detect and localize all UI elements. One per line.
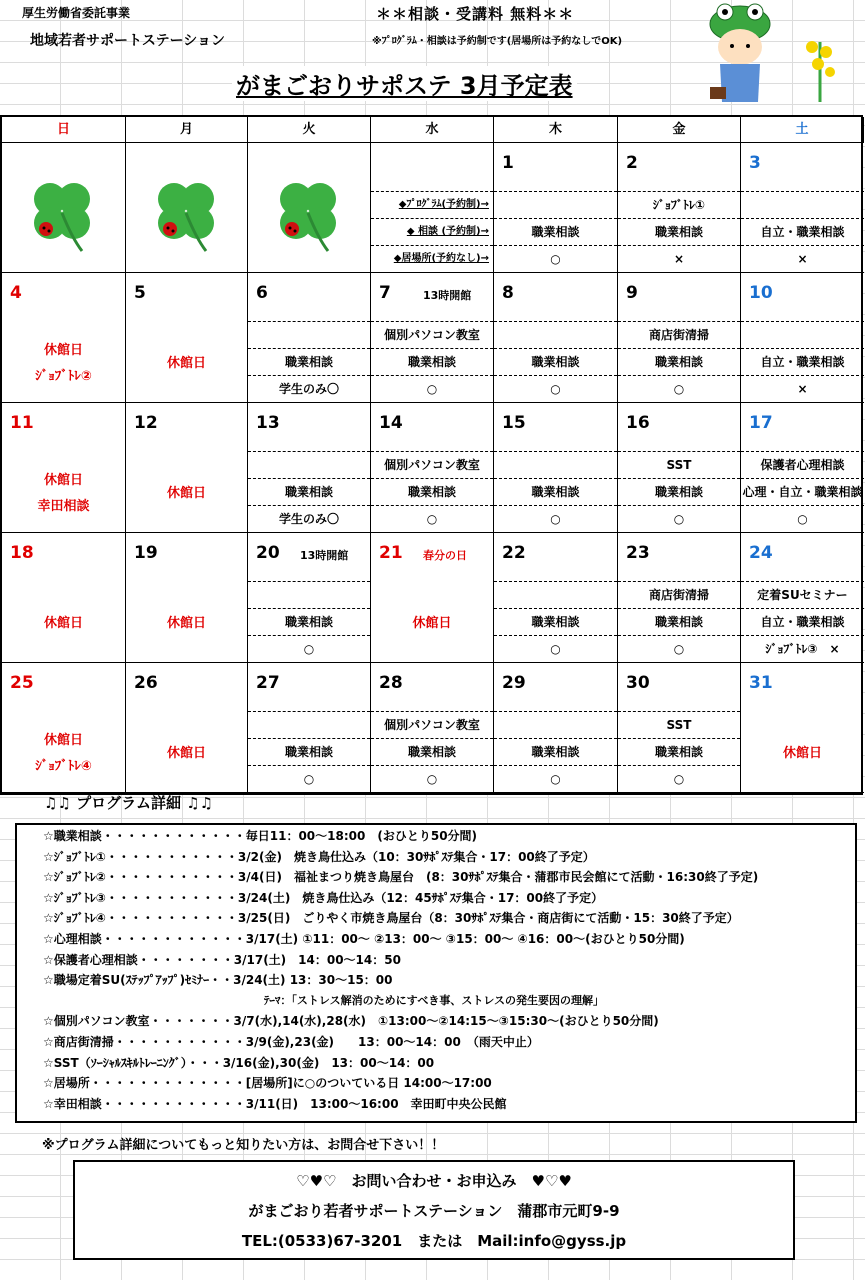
day-number: 18 xyxy=(10,543,34,563)
closed-info xyxy=(126,455,247,532)
consult-slot: 職業相談 xyxy=(618,218,740,245)
day-number: 1 xyxy=(502,153,514,173)
day-number: 9 xyxy=(626,283,638,303)
clover-icon xyxy=(146,173,226,257)
day-number: 13 xyxy=(256,413,280,433)
clover-icon xyxy=(22,173,102,257)
day-slots xyxy=(371,451,493,532)
day-cell[interactable] xyxy=(494,533,618,663)
closed-info xyxy=(2,715,125,792)
weekday-header: 火 xyxy=(248,117,371,143)
weekday-header: 土 xyxy=(741,117,864,143)
ibasho-slot: ○ xyxy=(618,375,740,402)
weekday-header: 月 xyxy=(126,117,248,143)
ibasho-slot: ○ xyxy=(371,765,493,792)
consult-slot: 職業相談 xyxy=(618,478,740,505)
consult-slot: 自立・職業相談 xyxy=(741,218,864,245)
weekday-header: 水 xyxy=(371,117,494,143)
consult-slot: 自立・職業相談 xyxy=(741,608,864,635)
detail-line: ☆ｼﾞｮﾌﾞﾄﾚ①・・・・・・・・・・・3/2(金) 焼き鳥仕込み（10：30ｻﾎﾟｽﾃ集合・17：00終了予定） xyxy=(43,849,595,864)
closed-line: 休館日 xyxy=(166,485,206,501)
day-number: 23 xyxy=(626,543,650,563)
consult-slot: 職業相談 xyxy=(248,738,370,765)
clover-icon xyxy=(268,173,348,257)
ibasho-slot: × xyxy=(741,375,864,402)
day-cell[interactable] xyxy=(126,273,248,403)
detail-line: ☆ｼﾞｮﾌﾞﾄﾚ④・・・・・・・・・・・3/25(日) ごりやく市焼き鳥屋台（8：30ｻﾎﾟｽﾃ集合・商店街にて活動・15：30終了予定） xyxy=(43,911,739,926)
consult-slot: 自立・職業相談 xyxy=(741,348,864,375)
ibasho-slot: ○ xyxy=(494,505,617,532)
consult-slot: 職業相談 xyxy=(248,348,370,375)
day-cell[interactable] xyxy=(371,533,494,663)
weekday-header: 日 xyxy=(2,117,126,143)
closed-line: 休館日 xyxy=(43,615,83,631)
day-cell[interactable] xyxy=(494,273,618,403)
ibasho-slot: ○ xyxy=(494,375,617,402)
page-title: がまごおりサポステ 3月予定表 xyxy=(232,66,577,101)
closed-info xyxy=(2,325,125,402)
inquiry-note: ※プログラム詳細についてもっと知りたい方は、お問合せ下さい！！ xyxy=(42,1138,445,1153)
detail-line: ☆商店街清掃・・・・・・・・・・・3/9(金),23(金) 13：00～14：00 （雨天中止） xyxy=(43,1034,539,1049)
day-cell[interactable] xyxy=(371,663,494,793)
reserve-note: ※ﾌﾟﾛｸﾞﾗﾑ・相談は予約制です(居場所は予約なしでOK) xyxy=(372,36,623,47)
consult-slot: 職業相談 xyxy=(494,608,617,635)
day-number: 16 xyxy=(626,413,650,433)
day-number: 2 xyxy=(626,153,638,173)
consult-slot: 職業相談 xyxy=(371,738,493,765)
day-slots xyxy=(248,581,370,662)
day-number: 8 xyxy=(502,283,514,303)
day-number: 28 xyxy=(379,673,403,693)
day-cell[interactable] xyxy=(2,273,126,403)
day-cell[interactable] xyxy=(741,403,864,533)
ibasho-slot: ○ xyxy=(371,505,493,532)
closed-info xyxy=(2,455,125,532)
consult-slot: 職業相談 xyxy=(248,608,370,635)
ibasho-slot: ○ xyxy=(618,505,740,532)
day-number: 15 xyxy=(502,413,526,433)
contact-title: ♡♥♡ お問い合わせ・お申込み ♥♡♥ xyxy=(296,1172,572,1190)
ibasho-slot: ○ xyxy=(618,765,740,792)
program-slot: 個別パソコン教室 xyxy=(371,451,493,478)
detail-line: ﾃｰﾏ：「ストレス解消のためにすべき事、ストレスの発生要因の理解」 xyxy=(263,993,605,1007)
day-cell[interactable] xyxy=(126,403,248,533)
closed-line: ｼﾞｮﾌﾞﾄﾚ② xyxy=(35,368,92,384)
program-slot xyxy=(248,711,370,738)
closed-line: 休館日 xyxy=(43,732,83,748)
closed-info xyxy=(126,325,247,402)
consult-slot: 職業相談 xyxy=(248,478,370,505)
program-slot: SST xyxy=(618,711,740,738)
consult-slot: 職業相談 xyxy=(494,218,617,245)
legend-label: ◆ 相談 (予約制)→ xyxy=(371,218,493,245)
day-slots xyxy=(618,451,740,532)
day-number: 11 xyxy=(10,413,34,433)
day-number: 12 xyxy=(134,413,158,433)
day-number: 10 xyxy=(749,283,773,303)
day-number: 30 xyxy=(626,673,650,693)
program-details-box xyxy=(15,823,857,1123)
ibasho-slot: 学生のみ〇 xyxy=(248,505,370,532)
weekday-header: 金 xyxy=(618,117,741,143)
program-slot: 個別パソコン教室 xyxy=(371,321,493,348)
program-slot: SST xyxy=(618,451,740,478)
detail-line: ☆SST（ｿｰｼｬﾙｽｷﾙﾄﾚｰﾆﾝｸﾞ）・・・3/16(金),30(金) 13：00～14：00 xyxy=(43,1055,435,1070)
day-cell[interactable] xyxy=(2,533,126,663)
day-number: 14 xyxy=(379,413,403,433)
ibasho-slot: ｼﾞｮﾌﾞﾄﾚ③ × xyxy=(741,635,864,662)
detail-line: ☆幸田相談・・・・・・・・・・・・3/11(日) 13:00～16:00 幸田町中央公民館 xyxy=(43,1096,507,1111)
ibasho-slot: ○ xyxy=(741,505,864,532)
day-cell[interactable] xyxy=(248,403,371,533)
closed-line: 休館日 xyxy=(166,355,206,371)
day-number: 21 xyxy=(379,543,403,563)
detail-line: ☆居場所・・・・・・・・・・・・・[居場所]に○のついている日 14:00～17:00 xyxy=(43,1076,492,1091)
program-details-heading: ♫♫ プログラム詳細 ♫♫ xyxy=(44,794,214,812)
day-cell[interactable] xyxy=(126,143,248,273)
day-note: 春分の日 xyxy=(423,549,467,562)
day-cell[interactable] xyxy=(741,273,864,403)
day-cell[interactable] xyxy=(618,273,741,403)
day-number: 29 xyxy=(502,673,526,693)
day-slots xyxy=(248,451,370,532)
day-cell[interactable] xyxy=(494,143,618,273)
closed-info xyxy=(2,585,125,662)
ibasho-slot: 学生のみ〇 xyxy=(248,375,370,402)
program-slot xyxy=(741,321,864,348)
day-number: 26 xyxy=(134,673,158,693)
contact-address: がまごおり若者サポートステーション 蒲郡市元町9-9 xyxy=(248,1202,620,1220)
day-cell[interactable] xyxy=(2,663,126,793)
closed-line: 休館日 xyxy=(43,472,83,488)
day-slots xyxy=(618,321,740,402)
day-slots xyxy=(741,321,864,402)
day-cell[interactable] xyxy=(741,663,864,793)
program-slot xyxy=(494,191,617,218)
day-cell[interactable] xyxy=(618,533,741,663)
day-slots xyxy=(494,451,617,532)
program-slot: ｼﾞｮﾌﾞﾄﾚ① xyxy=(618,191,740,218)
day-slots xyxy=(618,191,740,272)
program-slot xyxy=(248,321,370,348)
day-cell[interactable] xyxy=(371,273,494,403)
closed-line: 幸田相談 xyxy=(37,498,90,514)
day-cell[interactable] xyxy=(741,533,864,663)
day-cell[interactable] xyxy=(618,143,741,273)
day-cell[interactable] xyxy=(371,403,494,533)
day-number: 25 xyxy=(10,673,34,693)
day-note: 13時開館 xyxy=(423,289,472,302)
closed-line: 休館日 xyxy=(782,745,822,761)
contact-tel-mail[interactable]: TEL:(0533)67-3201 または Mail:info@gyss.jp xyxy=(241,1232,627,1250)
contact-box xyxy=(73,1160,795,1260)
day-number: 7 xyxy=(379,283,391,303)
detail-line: ☆職場定着SU(ｽﾃｯﾌﾟｱｯﾌﾟ)ｾﾐﾅｰ・・3/24(土) 13：30～15：00 xyxy=(43,973,393,988)
day-slots xyxy=(371,321,493,402)
program-slot: 定着SUセミナー xyxy=(741,581,864,608)
ibasho-slot: ○ xyxy=(371,375,493,402)
day-slots xyxy=(618,581,740,662)
consult-slot: 職業相談 xyxy=(494,738,617,765)
day-slots xyxy=(248,321,370,402)
day-cell[interactable] xyxy=(248,533,371,663)
ibasho-slot: × xyxy=(741,245,864,272)
day-cell[interactable] xyxy=(248,663,371,793)
program-slot: 商店街清掃 xyxy=(618,581,740,608)
sponsor-label: 厚生労働省委託事業 xyxy=(22,6,131,20)
slot-legend xyxy=(371,191,493,272)
mascot-illustration xyxy=(700,2,865,112)
closed-info xyxy=(371,585,493,662)
closed-info xyxy=(126,715,247,792)
ibasho-slot: ○ xyxy=(494,245,617,272)
day-slots xyxy=(741,451,864,532)
program-slot xyxy=(494,711,617,738)
program-slot xyxy=(494,321,617,348)
day-cell[interactable] xyxy=(248,143,371,273)
program-slot xyxy=(248,581,370,608)
day-slots xyxy=(494,581,617,662)
day-number: 17 xyxy=(749,413,773,433)
consult-slot: 職業相談 xyxy=(618,608,740,635)
ibasho-slot: ○ xyxy=(494,765,617,792)
program-slot: 保護者心理相談 xyxy=(741,451,864,478)
consult-slot: 職業相談 xyxy=(494,478,617,505)
day-cell[interactable] xyxy=(618,403,741,533)
day-slots xyxy=(618,711,740,792)
detail-line: ☆ｼﾞｮﾌﾞﾄﾚ②・・・・・・・・・・・3/4(日) 福祉まつり焼き鳥屋台 (8：30ｻﾎﾟｽﾃ集合・蒲郡市民会館にて活動・16:30終了予定) xyxy=(43,870,759,885)
day-number: 20 xyxy=(256,543,280,563)
calendar-grid xyxy=(0,115,863,795)
ibasho-slot: ○ xyxy=(618,635,740,662)
day-slots xyxy=(494,711,617,792)
legend-label: ◆ﾌﾟﾛｸﾞﾗﾑ(予約制)→ xyxy=(371,191,493,218)
consult-slot: 職業相談 xyxy=(494,348,617,375)
free-label: ＊＊相談・受講料 無料＊＊ xyxy=(376,5,575,23)
day-slots xyxy=(248,711,370,792)
day-number: 24 xyxy=(749,543,773,563)
day-slots xyxy=(494,321,617,402)
closed-line: 休館日 xyxy=(166,745,206,761)
program-slot: 個別パソコン教室 xyxy=(371,711,493,738)
consult-slot: 職業相談 xyxy=(618,738,740,765)
closed-line: 休館日 xyxy=(412,615,452,631)
ibasho-slot: ○ xyxy=(248,765,370,792)
consult-slot: 心理・自立・職業相談 xyxy=(741,478,864,505)
day-number: 5 xyxy=(134,283,146,303)
day-slots xyxy=(741,191,864,272)
ibasho-slot: ○ xyxy=(248,635,370,662)
closed-info xyxy=(126,585,247,662)
day-number: 31 xyxy=(749,673,773,693)
closed-line: ｼﾞｮﾌﾞﾄﾚ④ xyxy=(35,758,92,774)
day-slots xyxy=(741,581,864,662)
program-slot xyxy=(494,451,617,478)
detail-line: ☆ｼﾞｮﾌﾞﾄﾚ③・・・・・・・・・・・3/24(土) 焼き鳥仕込み（12：45ｻﾎﾟｽﾃ集合・17：00終了予定） xyxy=(43,890,604,905)
consult-slot: 職業相談 xyxy=(371,348,493,375)
weekday-header: 木 xyxy=(494,117,618,143)
day-number: 4 xyxy=(10,283,22,303)
day-cell[interactable] xyxy=(494,403,618,533)
program-slot xyxy=(248,451,370,478)
detail-line: ☆保護者心理相談・・・・・・・・3/17(土) 14：00～14：50 xyxy=(43,952,401,967)
day-cell[interactable] xyxy=(126,533,248,663)
org-label: 地域若者サポートステーション xyxy=(30,33,226,49)
day-cell[interactable] xyxy=(741,143,864,273)
detail-line: ☆職業相談・・・・・・・・・・・・毎日11：00～18:00 (おひとり50分間) xyxy=(43,829,478,843)
day-cell[interactable] xyxy=(2,143,126,273)
day-cell[interactable] xyxy=(126,663,248,793)
day-number: 3 xyxy=(749,153,761,173)
program-slot: 商店街清掃 xyxy=(618,321,740,348)
closed-info xyxy=(741,715,864,792)
day-cell[interactable] xyxy=(371,143,494,273)
day-number: 22 xyxy=(502,543,526,563)
day-number: 19 xyxy=(134,543,158,563)
ibasho-slot: ○ xyxy=(494,635,617,662)
consult-slot: 職業相談 xyxy=(618,348,740,375)
day-cell[interactable] xyxy=(248,273,371,403)
consult-slot: 職業相談 xyxy=(371,478,493,505)
day-note: 13時開館 xyxy=(300,549,349,562)
program-slot xyxy=(741,191,864,218)
day-cell[interactable] xyxy=(494,663,618,793)
legend-label: ◆居場所(予約なし)→ xyxy=(371,245,493,272)
day-cell[interactable] xyxy=(618,663,741,793)
ibasho-slot: × xyxy=(618,245,740,272)
closed-line: 休館日 xyxy=(166,615,206,631)
detail-line: ☆心理相談・・・・・・・・・・・・3/17(土) ①11：00～ ②13：00～ ③15：00～ ④16：00～(おひとり50分間) xyxy=(43,931,685,946)
day-slots xyxy=(494,191,617,272)
day-cell[interactable] xyxy=(2,403,126,533)
day-slots xyxy=(371,711,493,792)
day-number: 6 xyxy=(256,283,268,303)
detail-line: ☆個別パソコン教室・・・・・・・3/7(水),14(水),28(水) ①13:00～②14:15～③15:30～(おひとり50分間) xyxy=(43,1014,659,1029)
day-number: 27 xyxy=(256,673,280,693)
closed-line: 休館日 xyxy=(43,342,83,358)
program-slot xyxy=(494,581,617,608)
